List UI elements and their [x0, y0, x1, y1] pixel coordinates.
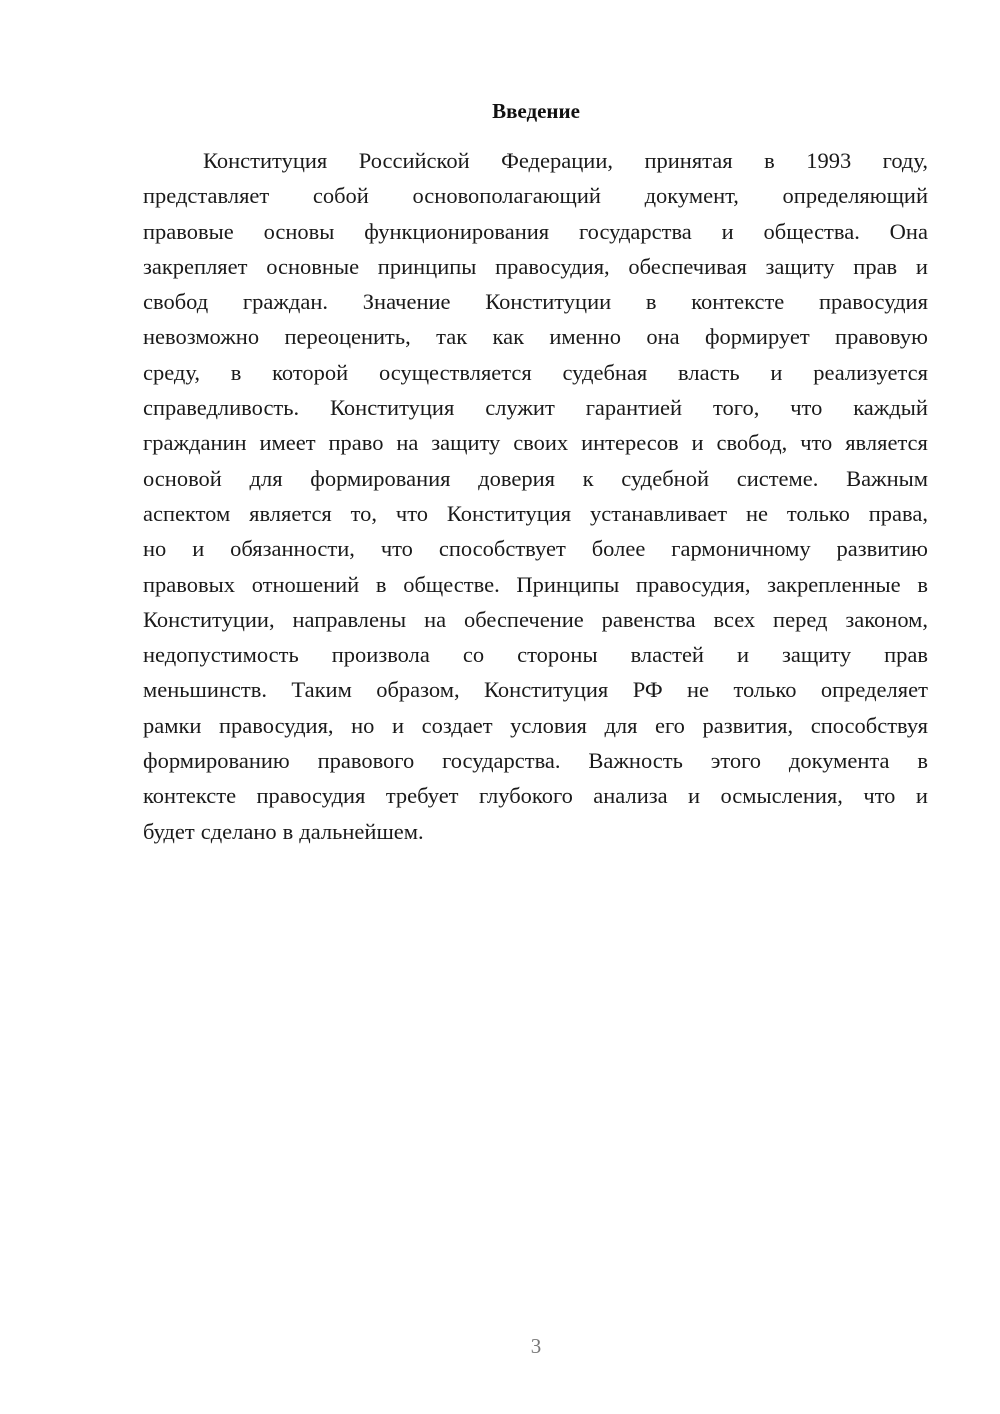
word: и — [391, 712, 405, 738]
word: его — [655, 712, 685, 738]
word: закрепленные — [767, 571, 901, 597]
word: глубокого — [478, 783, 573, 809]
word: правовую — [835, 324, 928, 350]
word: аспектом — [143, 500, 231, 526]
word: так — [436, 324, 468, 350]
word: прав — [853, 253, 898, 279]
word: меньшинств. — [143, 677, 268, 703]
word: в — [917, 748, 928, 774]
word: формирует — [704, 324, 810, 350]
word: справедливость. — [143, 395, 300, 421]
word: в — [764, 148, 775, 173]
word: развитию — [836, 536, 928, 562]
word: этого — [710, 748, 762, 774]
paragraph-line — [143, 743, 928, 778]
word: для — [249, 465, 283, 491]
word: способствует — [438, 536, 566, 562]
word: году, — [882, 148, 928, 173]
word: является — [249, 500, 332, 526]
word: принципы — [377, 253, 477, 279]
word: и — [192, 536, 205, 562]
word: стороны — [517, 642, 598, 668]
word: собой — [312, 183, 369, 209]
word: правовых — [143, 571, 235, 597]
word: что — [863, 783, 896, 809]
word: Таким — [291, 677, 352, 703]
word: создает — [421, 712, 493, 738]
word: право — [328, 430, 384, 456]
word: своих — [513, 430, 569, 456]
word: то, — [350, 500, 378, 526]
word: и — [688, 783, 701, 809]
word: только — [733, 677, 797, 703]
word: Она — [889, 218, 928, 244]
word: Конституции, — [143, 606, 275, 632]
word: контексте — [143, 783, 237, 809]
word: правосудия — [819, 289, 928, 315]
word: и — [721, 218, 734, 244]
word: гарантией — [585, 395, 683, 421]
word: только — [786, 500, 850, 526]
word: но — [351, 712, 375, 738]
word: защиту — [782, 642, 852, 668]
word: переоценить, — [284, 324, 411, 350]
word: основополагающий — [412, 183, 601, 209]
word: что — [800, 430, 833, 456]
paragraph-line — [143, 143, 928, 178]
word: основные — [266, 253, 360, 279]
word: обеспечение — [464, 606, 584, 632]
word: как — [492, 324, 525, 350]
word: правосудия — [256, 783, 366, 809]
word: на — [424, 606, 447, 632]
word: не — [745, 500, 768, 526]
paragraph-line — [143, 602, 928, 637]
word: условия — [510, 712, 587, 738]
word: но — [143, 536, 167, 562]
word: интересов — [581, 430, 679, 456]
word: доверия — [478, 465, 555, 491]
word: она — [646, 324, 680, 350]
word: рамки — [143, 712, 202, 738]
word: всех — [713, 606, 756, 632]
word: документ, — [644, 183, 739, 209]
word: Федерации, — [501, 148, 613, 173]
word: анализа — [593, 783, 668, 809]
word: которой — [272, 359, 349, 385]
word: Конституции — [485, 289, 612, 315]
section-title: Введение — [492, 99, 580, 123]
body-paragraph — [143, 143, 928, 849]
paragraph-line — [143, 390, 928, 425]
word: что — [380, 536, 413, 562]
word: Важность — [588, 748, 683, 774]
paragraph-line — [143, 814, 928, 849]
word: правосудия, — [495, 253, 610, 279]
word: осуществляется — [378, 359, 532, 385]
word: принятая — [644, 148, 733, 173]
word: Конституция — [484, 677, 609, 703]
word: к — [582, 465, 594, 491]
word: осмысления, — [720, 783, 843, 809]
word: определяет — [820, 677, 928, 703]
word: и — [691, 430, 704, 456]
word: произвола — [331, 642, 430, 668]
word: Конституция — [446, 500, 572, 526]
word: формированию — [143, 748, 290, 774]
word: свобод — [143, 289, 209, 315]
word: более — [591, 536, 646, 562]
word: Конституция — [330, 395, 455, 421]
word: способствуя — [810, 712, 928, 738]
word: документа — [788, 748, 890, 774]
word: свобод, — [716, 430, 788, 456]
word: гражданин — [143, 430, 247, 456]
paragraph-line — [143, 319, 928, 354]
word: и — [736, 642, 750, 668]
word: для — [604, 712, 638, 738]
word: граждан. — [242, 289, 329, 315]
paragraph-line — [143, 708, 928, 743]
word: среду, — [143, 359, 200, 385]
word: недопустимость — [143, 642, 299, 668]
word: что — [790, 395, 823, 421]
word: правосудия, — [219, 712, 334, 738]
word: каждый — [853, 395, 928, 421]
word: Важным — [846, 465, 928, 491]
paragraph-line — [143, 637, 928, 672]
word: устанавливает — [590, 500, 728, 526]
word: невозможно — [143, 324, 260, 350]
paragraph-line — [143, 567, 928, 602]
word: РФ — [632, 677, 663, 703]
word: перед — [773, 606, 828, 632]
word: контексте — [691, 289, 785, 315]
paragraph-line — [143, 461, 928, 496]
word: представляет — [143, 183, 270, 209]
word: является — [845, 430, 928, 456]
word: определяющий — [782, 183, 928, 209]
word: того, — [712, 395, 760, 421]
word: именно — [549, 324, 621, 350]
word: Значение — [362, 289, 451, 315]
word: на — [396, 430, 419, 456]
paragraph-line — [143, 214, 928, 249]
word: в — [917, 571, 928, 597]
paragraph-line — [143, 778, 928, 813]
page-number: 3 — [530, 1334, 542, 1358]
word: со — [462, 642, 485, 668]
word: развития, — [702, 712, 794, 738]
word: правовые — [143, 218, 234, 244]
word: служит — [485, 395, 555, 421]
word: функционирования — [364, 218, 550, 244]
paragraph-line — [143, 531, 928, 566]
word: будет — [143, 818, 195, 844]
word: 1993 — [806, 148, 852, 173]
word: в — [375, 571, 387, 597]
word: гармоничному — [671, 536, 811, 562]
word: образом, — [376, 677, 460, 703]
word: и — [915, 253, 928, 279]
word: общества. — [763, 218, 860, 244]
word: в — [645, 289, 657, 315]
paragraph-line — [143, 355, 928, 390]
word: законом, — [845, 606, 928, 632]
word: судебная — [562, 359, 648, 385]
word: имеет — [259, 430, 316, 456]
word: основой — [143, 465, 222, 491]
paragraph-line — [143, 178, 928, 213]
word: равенства — [601, 606, 696, 632]
word: защиту — [431, 430, 501, 456]
word: требует — [385, 783, 459, 809]
word: Конституция — [203, 148, 328, 173]
word: права, — [868, 500, 928, 526]
word: власть — [678, 359, 740, 385]
word: судебной — [621, 465, 710, 491]
paragraph-line — [143, 249, 928, 284]
paragraph-line — [143, 425, 928, 460]
word: правосудия, — [635, 571, 751, 597]
word: отношений — [251, 571, 360, 597]
word: обществе. — [403, 571, 500, 597]
paragraph-line — [143, 496, 928, 531]
word: в — [282, 818, 294, 844]
word: системе. — [736, 465, 819, 491]
word: направлены — [292, 606, 407, 632]
word: не — [687, 677, 710, 703]
word: что — [395, 500, 429, 526]
word: прав — [884, 642, 928, 668]
word: основы — [263, 218, 335, 244]
word: и — [915, 783, 928, 809]
word: обязанности, — [230, 536, 355, 562]
word: защиту — [765, 253, 835, 279]
word: государства — [578, 218, 692, 244]
word: сделано — [200, 818, 277, 844]
word: Принципы — [516, 571, 620, 597]
paragraph-line — [143, 284, 928, 319]
word: формирования — [310, 465, 451, 491]
word: Российской — [358, 148, 470, 173]
word: и — [770, 359, 783, 385]
word: правового — [317, 748, 415, 774]
word: дальнейшем. — [299, 818, 424, 844]
word: закрепляет — [143, 253, 248, 279]
word: обеспечивая — [628, 253, 747, 279]
paragraph-line — [143, 672, 928, 707]
word: в — [230, 359, 242, 385]
word: реализуется — [813, 359, 928, 385]
word: властей — [630, 642, 704, 668]
word: государства. — [442, 748, 561, 774]
